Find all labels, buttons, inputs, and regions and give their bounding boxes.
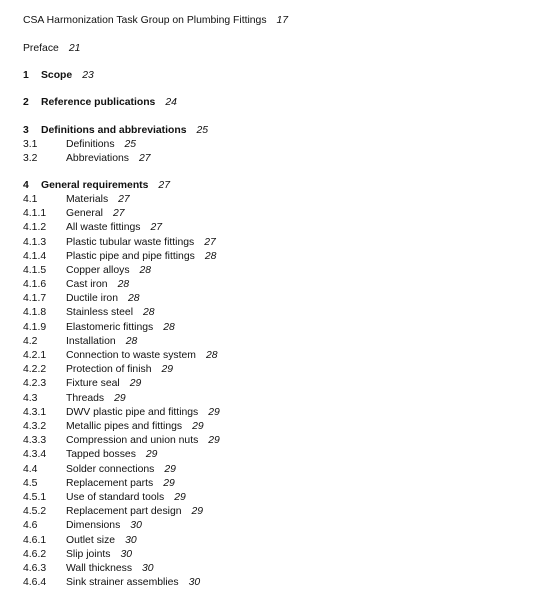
toc-entry-page: 29	[163, 478, 175, 489]
toc-entry-page: 27	[158, 180, 170, 191]
toc-subclause-title	[66, 448, 157, 461]
toc-subclause-label: Plastic tubular waste fittings	[66, 237, 195, 248]
toc-subclause-number: 4.5.1	[23, 492, 47, 503]
toc-subclause-label: Replacement part design	[66, 506, 182, 517]
toc-entry-page: 29	[208, 407, 220, 418]
toc-entry-page: 30	[130, 520, 142, 531]
toc-subclause-title	[66, 221, 162, 234]
toc-entry-page: 27	[150, 222, 163, 233]
toc-subclause-number: 4.1.2	[23, 222, 47, 233]
toc-subclause-number: 4.1	[23, 194, 38, 205]
toc-entry-page: 27	[112, 208, 125, 219]
toc-subclause-number: 4.6.3	[23, 563, 47, 574]
toc-subclause-number: 4.2.2	[23, 364, 47, 375]
toc-subclause-label: Sink strainer assemblies	[66, 577, 179, 588]
toc-subclause-label: Slip joints	[66, 549, 111, 560]
toc-subclause-title	[66, 406, 220, 419]
toc-subclause-label: Stainless steel	[66, 307, 133, 318]
toc-subclause-label: Metallic pipes and fittings	[66, 421, 183, 432]
toc-subclause-number: 4.1.6	[23, 279, 47, 290]
toc-subclause-title	[66, 576, 200, 589]
toc-subclause-label: Materials	[66, 194, 109, 205]
toc-subclause-number: 4.1.8	[23, 307, 47, 318]
toc-subclause-title	[66, 477, 175, 490]
toc-entry-page: 27	[138, 153, 151, 164]
toc-subclause-label: Solder connections	[66, 464, 155, 475]
toc-entry-page: 28	[143, 307, 155, 318]
toc-entry-page: 28	[205, 350, 218, 361]
toc-subclause-title	[66, 306, 155, 319]
toc-subclause-number: 4.3.1	[23, 407, 47, 418]
toc-subclause-label: Elastomeric fittings	[66, 322, 154, 333]
toc-clause-title: General requirements	[41, 180, 149, 191]
toc-subclause-title	[66, 349, 218, 362]
toc-subclause-title	[66, 505, 203, 518]
toc-subclause-title	[66, 278, 129, 291]
toc-clause[interactable]	[23, 96, 177, 109]
toc-subclause-label: Cast iron	[66, 279, 108, 290]
toc-subclause-label: Definitions	[66, 139, 115, 150]
toc-subclause-title	[66, 519, 142, 532]
toc-subclause-number: 4.3	[23, 393, 38, 404]
toc-subclause-number: 4.2.1	[23, 350, 47, 361]
toc-subclause-number: 3.1	[23, 139, 38, 150]
toc-subclause-title	[66, 562, 154, 575]
toc-entry-page: 29	[145, 449, 158, 460]
toc-subclause-title	[66, 434, 220, 447]
toc-subclause-title	[66, 548, 132, 561]
toc-entry-page: 28	[204, 251, 217, 262]
toc-subclause-number: 4.4	[23, 464, 38, 475]
toc-entry-page: 29	[164, 464, 176, 475]
toc-subclause-title	[66, 420, 204, 433]
toc-subclause-number: 4.1.9	[23, 322, 47, 333]
toc-clause[interactable]	[23, 69, 94, 82]
toc-subclause-label: Threads	[66, 393, 105, 404]
toc-subclause-title	[66, 392, 126, 405]
toc-entry-page: 29	[208, 435, 220, 446]
toc-subclause-label: All waste fittings	[66, 222, 141, 233]
toc-subclause-number: 4.2.3	[23, 378, 47, 389]
toc-subclause-label: General	[66, 208, 103, 219]
toc-entry-page: 29	[129, 378, 142, 389]
toc-entry-page: 25	[196, 125, 209, 136]
toc-clause-title: Reference publications	[41, 97, 156, 108]
toc-subclause-number: 4.1.7	[23, 293, 47, 304]
toc-subclause-label: Copper alloys	[66, 265, 130, 276]
toc-entry-title: Preface	[23, 43, 59, 54]
toc-entry-page: 30	[125, 535, 137, 546]
toc-subclause-title	[66, 377, 141, 390]
toc-subclause-label: Replacement parts	[66, 478, 154, 489]
toc-subclause-number: 4.1.1	[23, 208, 47, 219]
toc-entry-page: 28	[139, 265, 152, 276]
toc-clause-number: 4	[23, 180, 29, 191]
toc-subclause-number: 4.2	[23, 336, 38, 347]
toc-entry-page: 17	[276, 15, 289, 26]
toc-entry-page: 29	[174, 492, 186, 503]
toc-entry[interactable]	[23, 14, 288, 27]
toc-clause-title: Scope	[41, 70, 73, 81]
toc-subclause-label: Plastic pipe and pipe fittings	[66, 251, 195, 262]
toc-subclause-number: 4.1.4	[23, 251, 47, 262]
toc-entry-page: 27	[204, 237, 216, 248]
toc-entry-page: 28	[125, 336, 138, 347]
toc-subclause-number: 4.3.2	[23, 421, 47, 432]
toc-entry-page: 29	[161, 364, 174, 375]
toc-entry-page: 29	[192, 421, 204, 432]
toc-subclause-label: Abbreviations	[66, 153, 129, 164]
toc-subclause-number: 4.3.3	[23, 435, 47, 446]
toc-subclause-title	[66, 491, 186, 504]
toc-subclause-title	[66, 250, 216, 263]
toc-subclause-title	[66, 152, 151, 165]
toc-clause[interactable]	[23, 124, 208, 137]
toc-subclause-number: 4.6.2	[23, 549, 47, 560]
toc-subclause-title	[66, 321, 175, 334]
toc-clause-title: Definitions and abbreviations	[41, 125, 187, 136]
toc-subclause-number: 4.6.4	[23, 577, 47, 588]
toc-subclause-label: Protection of finish	[66, 364, 152, 375]
toc-subclause-number: 3.2	[23, 153, 38, 164]
toc-entry-page: 29	[191, 506, 204, 517]
toc-clause-number: 3	[23, 125, 29, 136]
toc-subclause-title	[66, 335, 137, 348]
toc-subclause-title	[66, 193, 130, 206]
toc-entry-page: 23	[82, 70, 94, 81]
toc-subclause-title	[66, 138, 136, 151]
toc-subclause-number: 4.1.3	[23, 237, 47, 248]
toc-clause-number: 2	[23, 97, 29, 108]
toc-subclause-number: 4.6	[23, 520, 38, 531]
toc-subclause-label: Dimensions	[66, 520, 121, 531]
toc-subclause-title	[66, 207, 125, 220]
toc-entry-page: 27	[118, 194, 130, 205]
toc-subclause-label: Fixture seal	[66, 378, 120, 389]
toc-subclause-label: Wall thickness	[66, 563, 133, 574]
toc-entry-page: 30	[120, 549, 133, 560]
toc-clause-number: 1	[23, 70, 29, 81]
toc-entry-page: 30	[188, 577, 201, 588]
toc-entry-page: 30	[142, 563, 154, 574]
toc-subclause-number: 4.3.4	[23, 449, 47, 460]
toc-subclause-number: 4.1.5	[23, 265, 47, 276]
toc-subclause-number: 4.6.1	[23, 535, 47, 546]
toc-subclause-title	[66, 236, 216, 249]
toc-subclause-title	[66, 463, 176, 476]
toc-entry[interactable]	[23, 42, 80, 55]
toc-subclause-label: Tapped bosses	[66, 449, 136, 460]
toc-entry-title: CSA Harmonization Task Group on Plumbing Fittings	[23, 15, 267, 26]
toc-subclause-title	[66, 292, 140, 305]
toc-clause[interactable]	[23, 179, 170, 192]
toc-subclause-label: DWV plastic pipe and fittings	[66, 407, 199, 418]
toc-entry-page: 28	[127, 293, 140, 304]
toc-entry-page: 24	[165, 97, 177, 108]
toc-subclause-label: Outlet size	[66, 535, 116, 546]
toc-subclause-title	[66, 363, 173, 376]
toc-subclause-label: Installation	[66, 336, 116, 347]
toc-subclause-title	[66, 264, 151, 277]
toc-subclause-label: Compression and union nuts	[66, 435, 199, 446]
toc-entry-page: 25	[124, 139, 137, 150]
toc-entry-page: 21	[68, 43, 81, 54]
toc-subclause-label: Connection to waste system	[66, 350, 196, 361]
toc-subclause-title	[66, 534, 137, 547]
toc-subclause-label: Ductile iron	[66, 293, 118, 304]
toc-entry-page: 28	[117, 279, 130, 290]
toc-entry-page: 29	[114, 393, 126, 404]
toc-entry-page: 28	[163, 322, 175, 333]
toc-subclause-label: Use of standard tools	[66, 492, 165, 503]
toc-subclause-number: 4.5	[23, 478, 38, 489]
toc-subclause-number: 4.5.2	[23, 506, 47, 517]
